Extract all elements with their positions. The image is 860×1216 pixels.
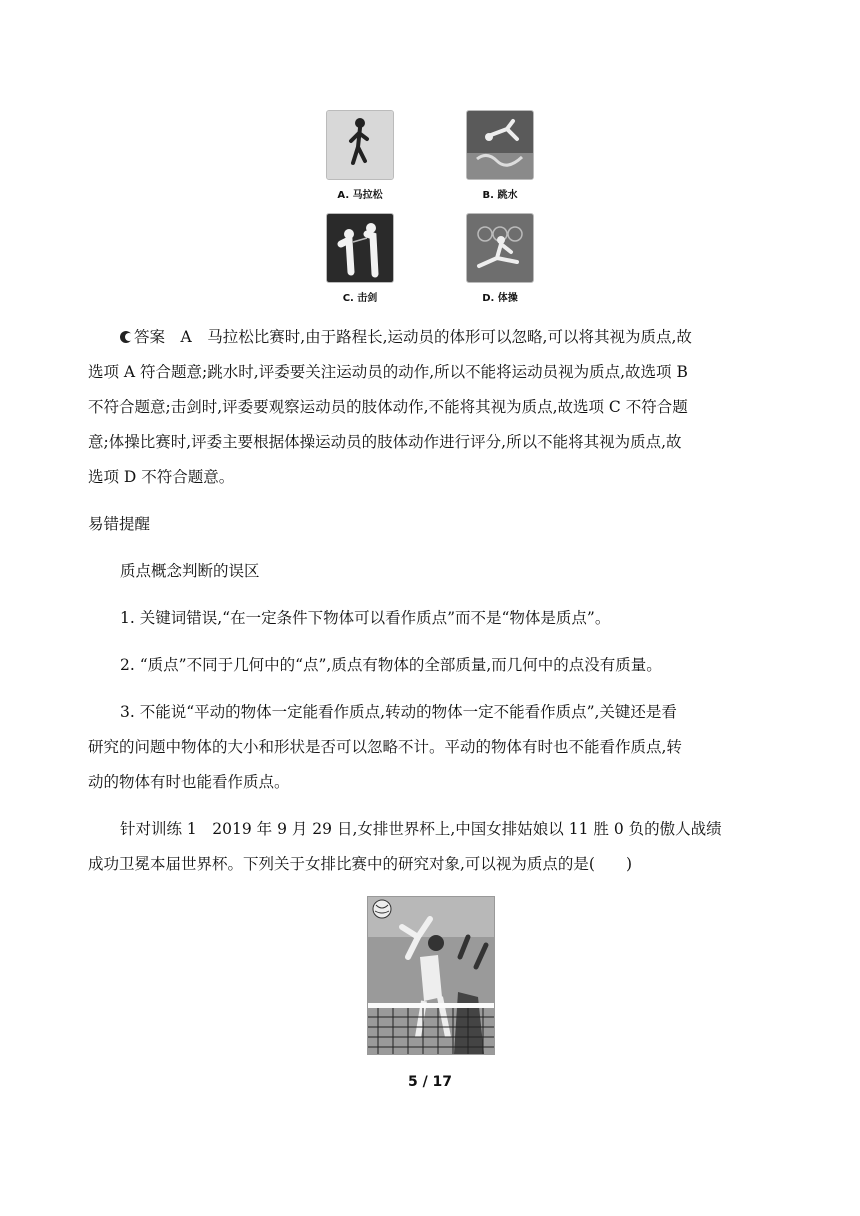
answer-icon	[120, 331, 132, 343]
page-number: 5 / 17	[407, 1074, 453, 1090]
figure-grid	[325, 110, 535, 310]
answer-line-5: 选项 D 不符合题意。	[88, 468, 235, 486]
tip-item-2: 2. “质点”不同于几何中的“点”,质点有物体的全部质量,而几何中的点没有质量。	[120, 656, 662, 674]
marathon-runner-photo	[326, 110, 394, 180]
answer-line-4: 意;体操比赛时,评委主要根据体操运动员的肢体动作进行评分,所以不能将其视为质点,故	[88, 433, 682, 451]
fencing-photo	[326, 213, 394, 283]
tip-heading: 易错提醒	[88, 515, 151, 533]
figure-caption: B. 跳水	[482, 190, 518, 201]
volleyball-photo	[367, 896, 495, 1055]
figure-caption: A. 马拉松	[337, 190, 383, 201]
exercise-line-1: 针对训练 1 2019 年 9 月 29 日,女排世界杯上,中国女排姑娘以 11 胜 0 负的傲人战绩	[120, 820, 722, 838]
tip-item-3-line-3: 动的物体有时也能看作质点。	[88, 773, 290, 791]
tip-item-1: 1. 关键词错误,“在一定条件下物体可以看作质点”而不是“物体是质点”。	[120, 609, 611, 627]
diver-photo	[466, 110, 534, 180]
tip-item-3-line-2: 研究的问题中物体的大小和形状是否可以忽略不计。平动的物体有时也不能看作质点,转	[88, 738, 682, 756]
answer-line-3: 不符合题意;击剑时,评委要观察运动员的肢体动作,不能将其视为质点,故选项 C 不符合题	[88, 398, 688, 416]
gymnastics-photo	[466, 213, 534, 283]
exercise-line-2: 成功卫冕本届世界杯。下列关于女排比赛中的研究对象,可以视为质点的是( )	[88, 855, 633, 873]
answer-line-2: 选项 A 符合题意;跳水时,评委要关注运动员的动作,所以不能将运动员视为质点,故选项 B	[88, 363, 688, 381]
answer-line-1: 答案 A 马拉松比赛时,由于路程长,运动员的体形可以忽略,可以将其视为质点,故	[120, 322, 806, 352]
figure-caption: C. 击剑	[342, 293, 378, 304]
figure-d	[465, 213, 535, 304]
tip-subheading: 质点概念判断的误区	[120, 562, 260, 580]
figure-caption: D. 体操	[482, 293, 518, 304]
figure-c	[325, 213, 395, 304]
tip-item-3-line-1: 3. 不能说“平动的物体一定能看作质点,转动的物体一定不能看作质点”,关键还是看	[120, 703, 677, 721]
figure-b	[465, 110, 535, 201]
figure-a	[325, 110, 395, 201]
